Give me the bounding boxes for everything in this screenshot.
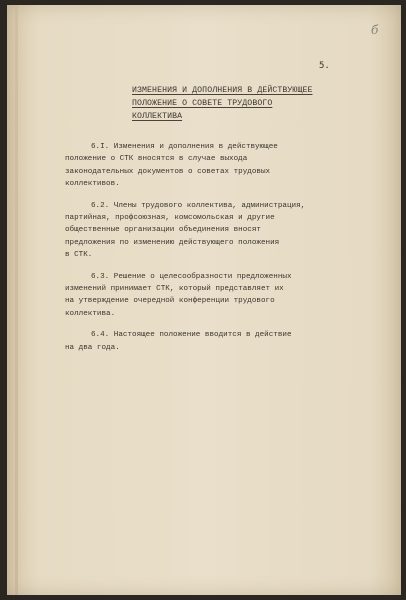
paragraph-6-2: 6.2. Члены трудового коллектива, администрация, партийная, профсоюзная, комсомольская и другие общественные организации объединения вносят предложения по изменению действующего положения в СТК. <box>65 201 306 260</box>
document-sheet <box>7 5 401 595</box>
document-body <box>65 141 345 354</box>
paragraph-6-4: 6.4. Настоящее положение вводится в действие на два года. <box>65 331 292 352</box>
pencil-page-mark: б <box>371 23 379 37</box>
document-title: ИЗМЕНЕНИЯ И ДОПОЛНЕНИЯ В ДЕЙСТВУЮЩЕЕ ПОЛОЖЕНИЕ О СОВЕТЕ ТРУДОВОГО КОЛЛЕКТИВА <box>132 86 313 121</box>
paragraph-6-1: 6.I. Изменения и дополнения в действующее положение о СТК вносятся в случае выхода законодательных документов о советах трудовых коллективов. <box>65 143 278 189</box>
page-number: 5. <box>319 61 330 71</box>
binding-edge <box>15 5 18 595</box>
paragraph-6-3: 6.3. Решение о целесообразности предложенных изменений принимает СТК, который представляет их на утверждение очередной конференции трудового коллектива. <box>65 272 292 318</box>
